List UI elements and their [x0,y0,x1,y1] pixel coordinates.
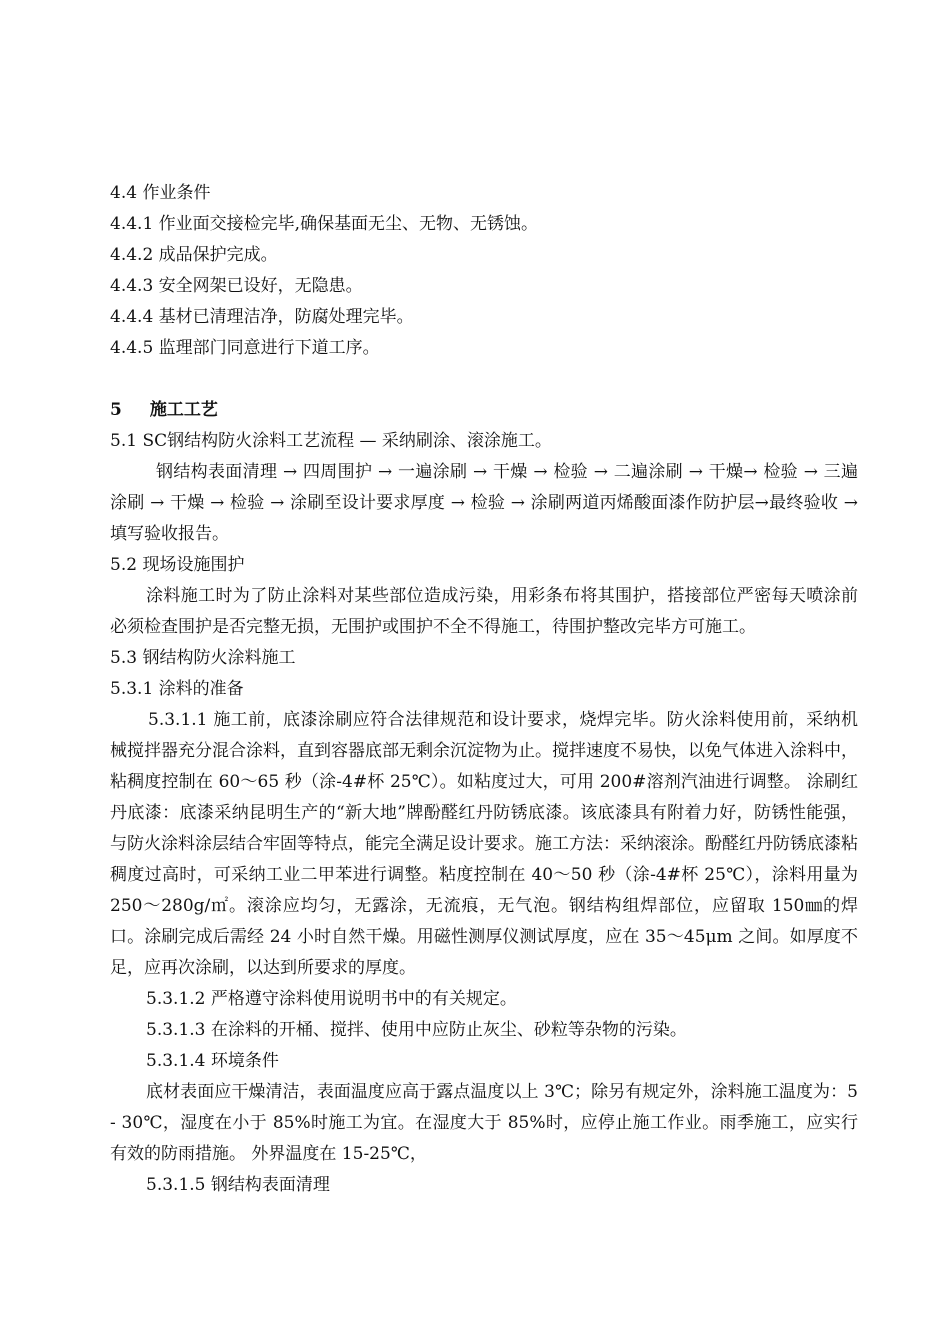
section-5-title: 施工工艺 [149,400,218,420]
process-flow-paragraph: 钢结构表面清理 → 四周围护 → 一遍涂刷 → 干燥 → 检验 → 二遍涂刷 → 干燥→ 检验 → 三遍涂刷 → 干燥 → 检验 → 涂刷至设计要求厚度 → 检验 → 涂刷两道丙烯酸面漆作防护层→最终验收 → 填写验收报告。 [110,462,858,544]
section-5-1-heading: 5.1 SC钢结构防火涂料工艺流程 — 采纳刷涂、滚涂施工。 [110,431,552,451]
section-5-3-1-4-heading: 5.3.1.4 环境条件 [146,1051,279,1071]
section-5-3-1-5-heading: 5.3.1.5 钢结构表面清理 [146,1175,330,1195]
section-4-4-heading: 4.4 作业条件 [110,183,211,203]
section-5-3-1-4-paragraph: 底材表面应干燥清洁，表面温度应高于露点温度以上 3℃；除另有规定外，涂料施工温度为：5 - 30℃，湿度在小于 85%时施工为宜。在湿度大于 85%时，应停止施工作业。雨季施工，应实行有效的防雨措施。 外界温度在 15-25℃， [110,1082,858,1164]
section-5-3-heading: 5.3 钢结构防火涂料施工 [110,648,296,668]
section-5-2-heading: 5.2 现场设施围护 [110,555,245,575]
section-5-heading [110,395,858,426]
section-5-number: 5 [110,400,122,420]
spacer [110,364,858,395]
section-4-4-3: 4.4.3 安全网架已设好，无隐患。 [110,276,363,296]
section-5-3-1-1-paragraph: 5.3.1.1 施工前，底漆涂刷应符合法律规范和设计要求，烧焊完毕。防火涂料使用前，采纳机械搅拌器充分混合涂料，直到容器底部无剩余沉淀物为止。搅拌速度不易快，以免气体进入涂料中，粘稠度控制在 60～65 秒（涂-4#杯 25℃）。如粘度过大，可用 200#溶剂汽油进行调整。 涂刷红丹底漆：底漆采纳昆明生产的“新大地”牌酚醛红丹防锈底漆。该底漆具有附着力好，防锈性能强，与防火涂料涂层结合牢固等特点，能完全满足设计要求。施工方法：采纳滚涂。酚醛红丹防锈底漆粘稠度过高时，可采纳工业二甲苯进行调整。粘度控制在 40～50 秒（涂-4#杯 25℃），涂料用量为 250～280g/㎡。滚涂应均匀，无露涂，无流痕，无气泡。钢结构组焊部位，应留取 150㎜的焊口。涂刷完成后需经 24 小时自然干燥。用磁性测厚仪测试厚度，应在 35～45μm 之间。如厚度不足，应再次涂刷，以达到所要求的厚度。 [110,710,858,978]
section-5-2-paragraph: 涂料施工时为了防止涂料对某些部位造成污染，用彩条布将其围护，搭接部位严密每天喷涂前必须检查围护是否完整无损，无围护或围护不全不得施工，待围护整改完毕方可施工。 [110,586,858,637]
section-5-3-1-3: 5.3.1.3 在涂料的开桶、搅拌、使用中应防止灰尘、砂粒等杂物的污染。 [146,1020,687,1040]
section-4-4-2: 4.4.2 成品保护完成。 [110,245,278,265]
section-5-3-1-heading: 5.3.1 涂料的准备 [110,679,244,699]
section-4-4-5: 4.4.5 监理部门同意进行下道工序。 [110,338,380,358]
section-4-4-1: 4.4.1 作业面交接检完毕,确保基面无尘、无物、无锈蚀。 [110,214,539,234]
document-body [110,178,858,1201]
section-5-3-1-2: 5.3.1.2 严格遵守涂料使用说明书中的有关规定。 [146,989,517,1009]
section-4-4-4: 4.4.4 基材已清理洁净，防腐处理完毕。 [110,307,414,327]
